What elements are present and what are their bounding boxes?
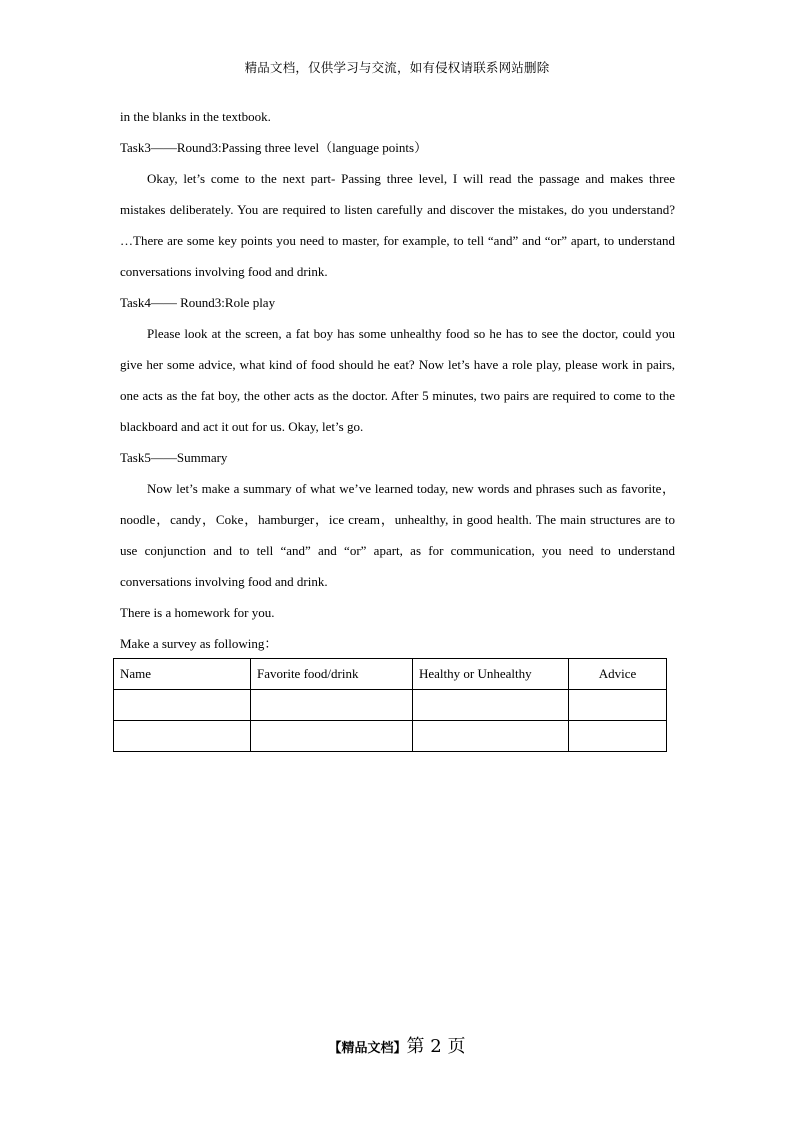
footer-label: 【精品文档】 (328, 1041, 407, 1056)
survey-intro: Make a survey as following： (120, 636, 278, 651)
table-cell (251, 690, 413, 721)
table-header-row (114, 659, 667, 690)
paragraph-continuation: in the blanks in the textbook. (120, 109, 271, 124)
document-body (120, 101, 675, 659)
task4-paragraph: Please look at the screen, a fat boy has some unhealthy food so he has to see the doctor, could you give her some advice, what kind of food should he eat? Now let’s have a role play, please work in pairs, one acts as the fat boy, the other acts as the doctor. After 5 minutes, two pairs are required to come to the blackboard and act it out for us. Okay, let’s go. (120, 326, 675, 434)
table-cell (413, 721, 569, 752)
page-footer (0, 1032, 794, 1058)
task3-heading: Task3——Round3:Passing three level（language points） (120, 140, 428, 155)
header-favorite: Favorite food/drink (251, 659, 413, 690)
table-cell (569, 721, 667, 752)
task5-paragraph: Now let’s make a summary of what we’ve learned today, new words and phrases such as favorite，noodle，candy，Coke，hamburger，ice cream，unhealthy, in good health. The main structures are to use conjunction and to tell “and” and “or” apart, as for communication, you need to understand conversations involving food and drink. (120, 481, 675, 589)
table-cell (114, 721, 251, 752)
page-number: 第 2 页 (406, 1036, 466, 1057)
page-header: 精品文档，仅供学习与交流，如有侵权请联系网站删除 (244, 60, 550, 75)
table-cell (114, 690, 251, 721)
task3-paragraph: Okay, let’s come to the next part- Passing three level, I will read the passage and makes three mistakes deliberately. You are required to listen carefully and discover the mistakes, do you understand? …There are some key points you need to master, for example, to tell “and” and “or” apart, to understand conversations involving food and drink. (120, 171, 675, 279)
header-name: Name (114, 659, 251, 690)
survey-table (113, 658, 667, 752)
homework-line: There is a homework for you. (120, 605, 275, 620)
table-cell (251, 721, 413, 752)
table-cell (569, 690, 667, 721)
header-advice: Advice (569, 659, 667, 690)
header-healthy: Healthy or Unhealthy (413, 659, 569, 690)
task4-heading: Task4—— Round3:Role play (120, 295, 276, 310)
table-row (114, 721, 667, 752)
task5-heading: Task5——Summary (120, 450, 228, 465)
table-cell (413, 690, 569, 721)
table-row (114, 690, 667, 721)
